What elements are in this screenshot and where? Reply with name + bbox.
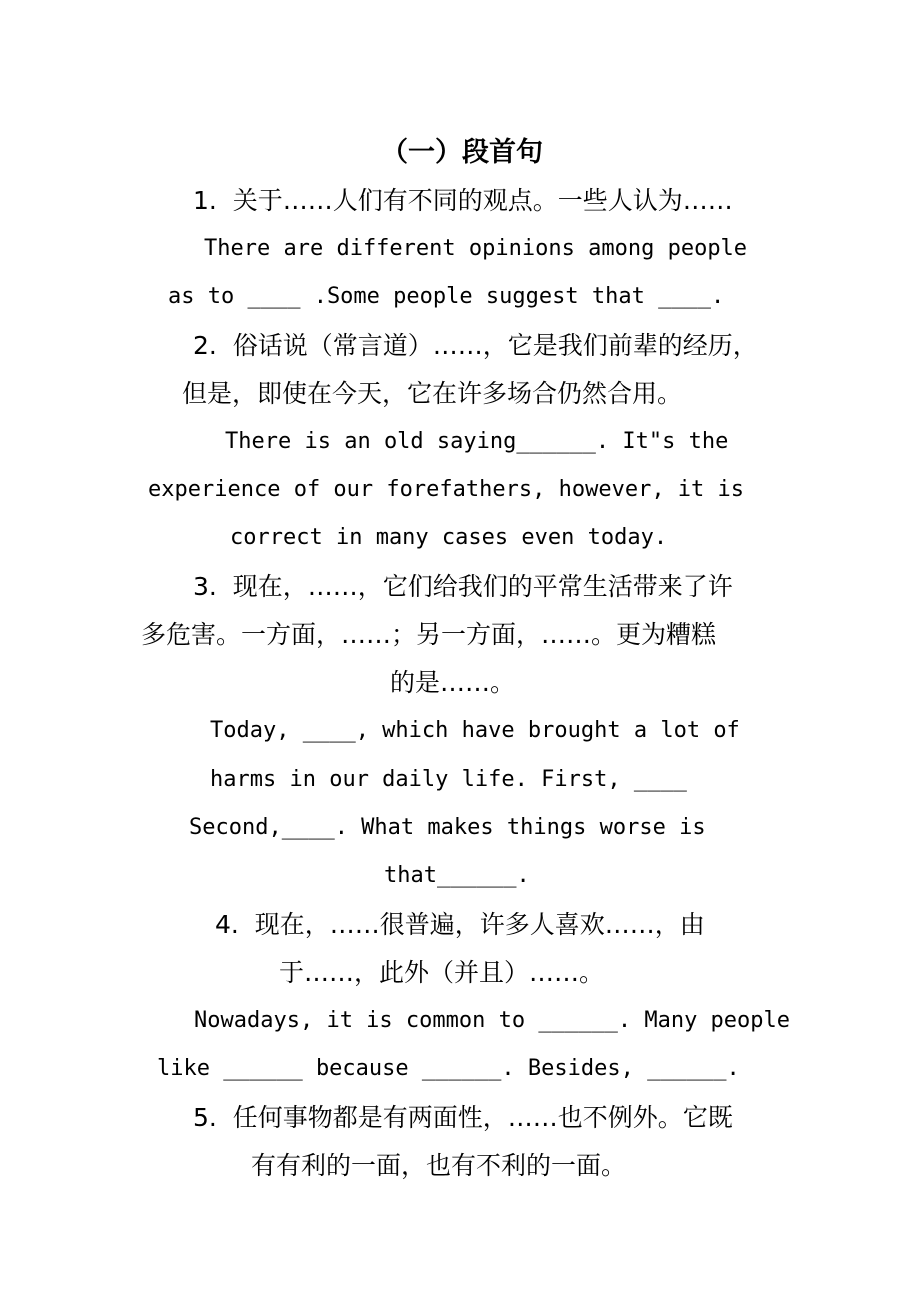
item-2-zh-line-1: 2. 俗话说（常言道）……，它是我们前辈的经历， (193, 331, 758, 360)
item-3-zh-line-3: 的是……。 (390, 668, 516, 697)
item-2-en-line-2: experience of our forefathers, however, it is (148, 477, 745, 502)
item-2-zh-line-2: 但是，即使在今天，它在许多场合仍然合用。 (182, 379, 683, 408)
item-5-zh-line-2: 有有利的一面，也有不利的一面。 (251, 1151, 627, 1180)
item-4-en-line-2: like ______ because ______. Besides, ______. (157, 1056, 740, 1081)
item-1-en-line-2: as to ____ .Some people suggest that ____. (168, 284, 725, 309)
item-1-zh-line-1: 1. 关于……人们有不同的观点。一些人认为…… (193, 186, 733, 215)
item-4-en-line-1: Nowadays, it is common to ______. Many people (194, 1008, 791, 1033)
item-3-zh-line-2: 多危害。一方面，……；另一方面，……。更为糟糕 (141, 620, 717, 649)
item-4-zh-line-2: 于……，此外（并且）……。 (279, 958, 605, 987)
item-3-en-line-4: that______. (384, 863, 530, 888)
item-3-zh-line-1: 3. 现在，……，它们给我们的平常生活带来了许 (193, 572, 733, 601)
item-3-en-line-2: harms in our daily life. First, ____ (210, 767, 687, 792)
item-2-en-line-3: correct in many cases even today. (230, 525, 668, 550)
item-1-en-line-1: There are different opinions among people (204, 236, 748, 261)
item-4-zh-line-1: 4. 现在，……很普遍，许多人喜欢……，由 (215, 910, 705, 939)
item-5-zh-line-1: 5. 任何事物都是有两面性，……也不例外。它既 (193, 1103, 733, 1132)
item-3-en-line-3: Second,____. What makes things worse is (189, 815, 706, 840)
section-title: （一）段首句 (381, 137, 543, 168)
item-3-en-line-1: Today, ____, which have brought a lot of (210, 718, 740, 743)
item-2-en-line-1: There is an old saying______. It"s the (225, 429, 729, 454)
